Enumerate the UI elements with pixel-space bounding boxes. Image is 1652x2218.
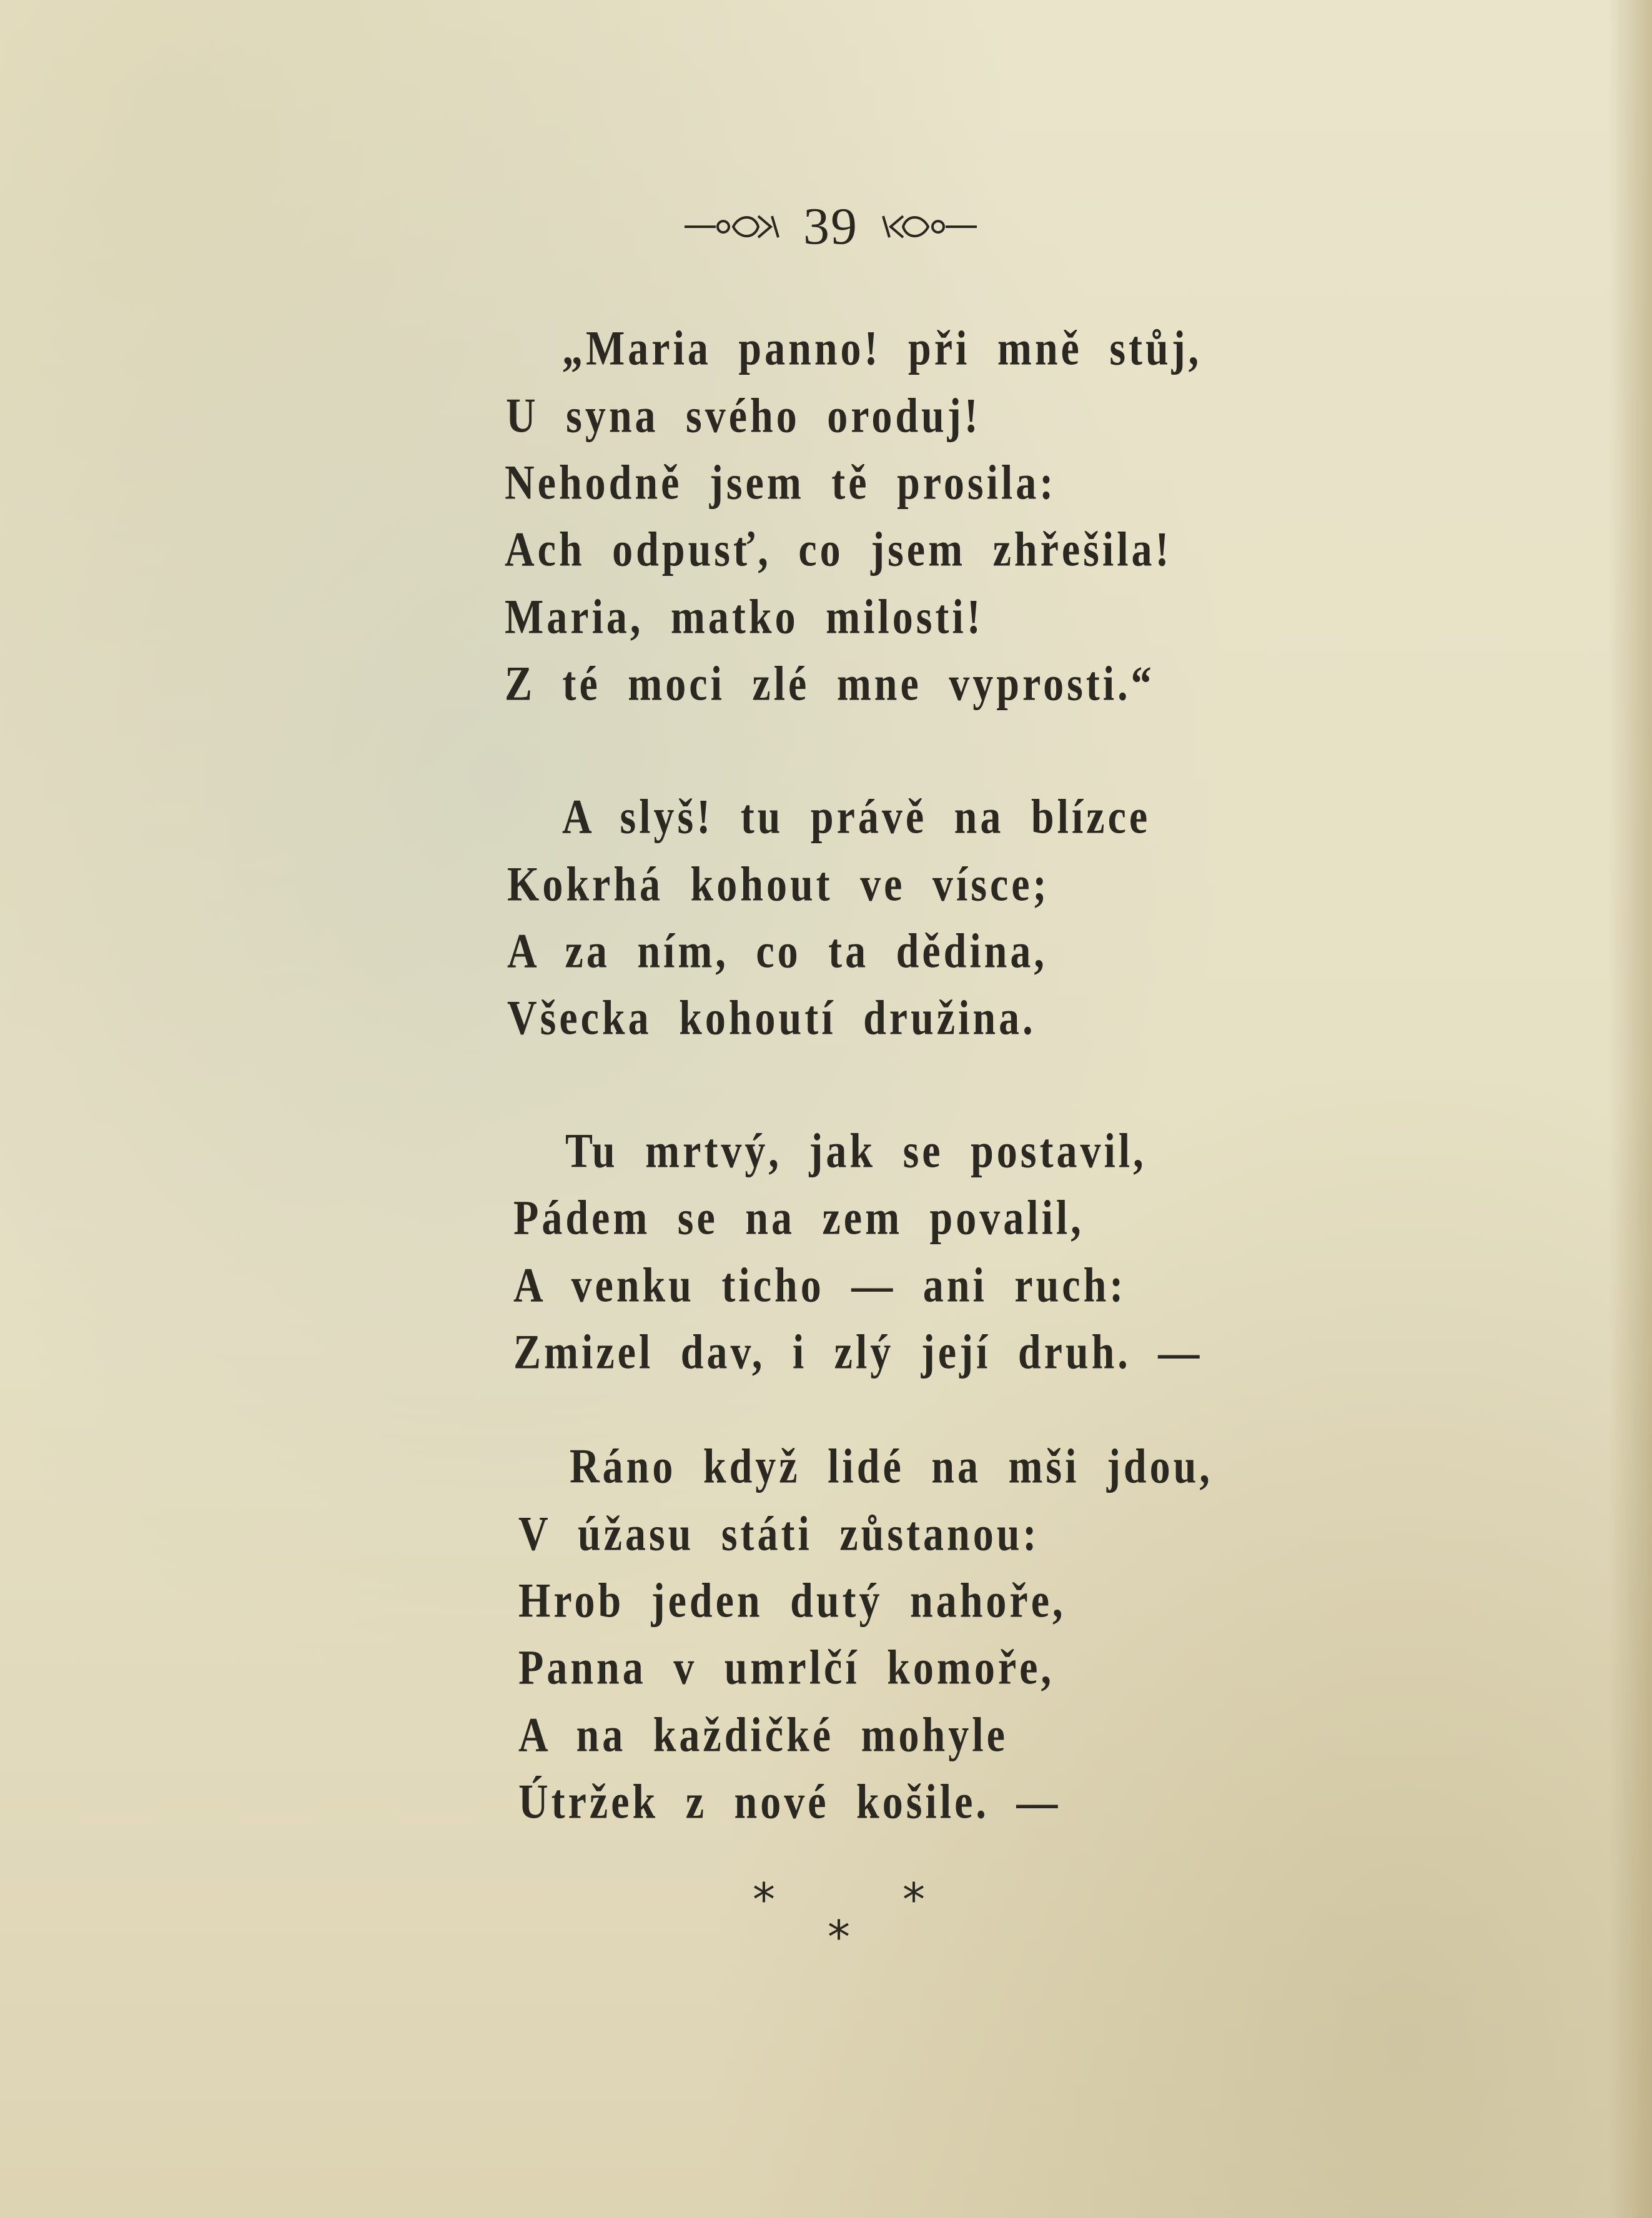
poem-line: Ach odpusť, co jsem zhřešila! (505, 523, 1172, 577)
poem-line: Hrob jeden dutý nahoře, (518, 1574, 1066, 1628)
poem-line: Maria, matko milosti! (505, 590, 984, 645)
page-number: 39 (803, 197, 858, 255)
poem-line: Pádem se na zem povalil, (513, 1191, 1084, 1245)
poem-line: V úžasu státi zůstanou: (518, 1507, 1040, 1562)
poem-line: Z té moci zlé mne vyprosti.“ (505, 657, 1155, 711)
poem-line: A za ním, co ta dědina, (507, 924, 1047, 979)
poem-line: Kokrhá kohout ve vísce; (507, 858, 1050, 912)
asterism-star: * (828, 1911, 850, 1963)
asterism-star: * (903, 1873, 925, 1926)
poem-line: A venku ticho — ani ruch: (513, 1259, 1127, 1313)
poem-line: Ráno když lidé na mši jdou, (570, 1440, 1213, 1494)
poem-line: Zmizel dav, i zlý její druh. — (513, 1325, 1203, 1380)
poem-line: Tu mrtvý, jak se postavil, (565, 1124, 1147, 1179)
asterism-star: * (753, 1873, 775, 1926)
poem-line: Všecka kohoutí družina. (507, 991, 1036, 1046)
poem-line: A slyš! tu právě na blízce (562, 790, 1151, 844)
poem-line: A na každičké mohyle (518, 1708, 1008, 1763)
poem-line: U syna svého oroduj! (506, 389, 981, 443)
poem-line: „Maria panno! při mně stůj, (562, 322, 1202, 376)
poem-line: Panna v umrlčí komoře, (518, 1641, 1054, 1695)
poem-line: Útržek z nové košile. — (518, 1775, 1061, 1829)
poem-line: Nehodně jsem tě prosila: (505, 456, 1057, 510)
asterism (734, 1864, 959, 1963)
